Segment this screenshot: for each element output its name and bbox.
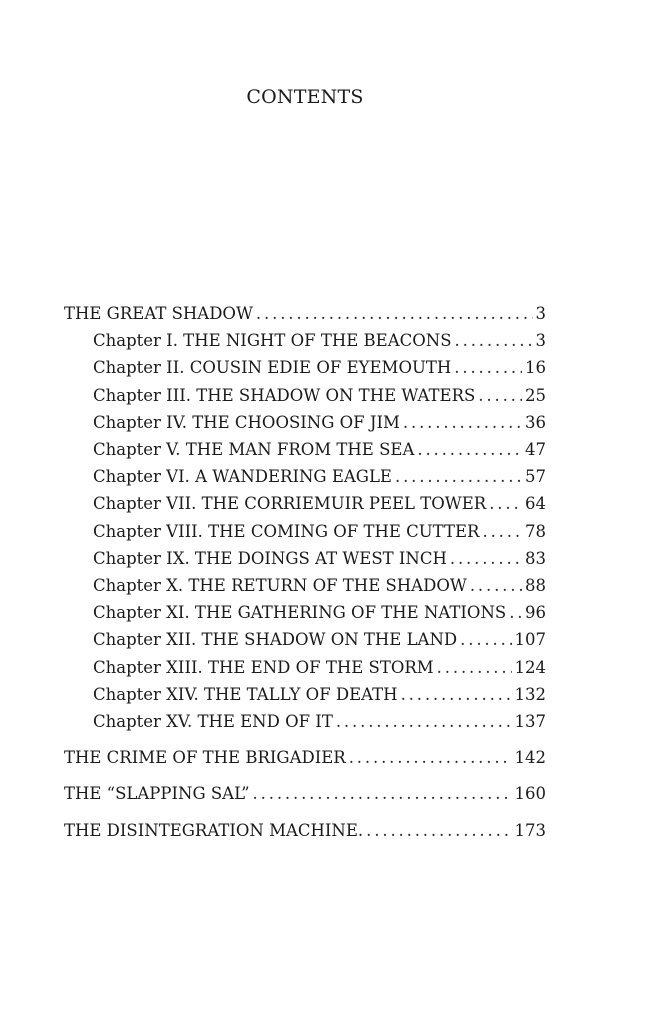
toc-entry-title: Chapter XV. THE END OF IT — [93, 712, 333, 732]
dot-leader — [509, 599, 522, 626]
dot-leader — [349, 744, 512, 771]
toc-entry-title: Chapter IX. THE DOINGS AT WEST INCH — [93, 548, 447, 568]
toc-entry-title: Chapter VI. A WANDERING EAGLE — [93, 467, 392, 487]
toc-chapter-entry — [64, 382, 546, 409]
toc-entry-title: Chapter II. COUSIN EDIE OF EYEMOUTH — [93, 358, 452, 378]
toc-page-number: 88 — [525, 576, 546, 596]
toc-chapter-entry — [64, 654, 546, 681]
toc-page-number: 107 — [514, 630, 546, 650]
toc-chapter-entry — [64, 518, 546, 545]
toc-entry-title: THE “SLAPPING SAL” — [64, 784, 250, 804]
toc-page-number: 3 — [535, 304, 546, 323]
toc-chapter-entry — [64, 354, 546, 381]
toc-entry-title: Chapter XII. THE SHADOW ON THE LAND — [93, 630, 458, 650]
toc-chapter-entry — [64, 490, 546, 517]
dot-leader — [256, 300, 533, 327]
dot-leader — [437, 654, 512, 681]
toc-chapter-entry — [64, 681, 546, 708]
toc-part-entry — [64, 744, 546, 771]
toc-entry-title: Chapter V. THE MAN FROM THE SEA — [93, 440, 415, 460]
toc-part-entry — [64, 300, 546, 327]
dot-leader — [455, 327, 533, 354]
dot-leader — [401, 681, 512, 708]
toc-page-number: 57 — [525, 467, 546, 487]
toc-page-number: 25 — [525, 385, 546, 405]
toc-chapter-entry — [64, 463, 546, 490]
dot-leader — [417, 436, 522, 463]
dot-leader — [395, 463, 522, 490]
toc-entry-title: Chapter I. THE NIGHT OF THE BEACONS — [93, 331, 452, 351]
toc-page-number: 137 — [514, 712, 546, 732]
toc-entry-title: Chapter XIV. THE TALLY OF DEATH — [93, 684, 398, 704]
toc-page-number: 142 — [514, 748, 546, 768]
toc-entry-title: THE DISINTEGRATION MACHINE. — [64, 820, 364, 840]
toc-page-number: 36 — [525, 412, 546, 432]
toc-chapter-entry — [64, 626, 546, 653]
toc-chapter-entry — [64, 409, 546, 436]
toc-page-number: 47 — [525, 440, 546, 460]
toc-entry-title: Chapter VIII. THE COMING OF THE CUTTER — [93, 521, 480, 541]
toc-entry-title: Chapter XI. THE GATHERING OF THE NATIONS — [93, 603, 507, 623]
toc-chapter-entry — [64, 327, 546, 354]
dot-leader — [482, 518, 522, 545]
dot-leader — [336, 708, 512, 735]
toc-chapter-entry — [64, 572, 546, 599]
page-title: CONTENTS — [246, 86, 364, 108]
toc-entry-title: Chapter III. THE SHADOW ON THE WATERS — [93, 385, 476, 405]
toc-chapter-entry — [64, 545, 546, 572]
toc-chapter-entry — [64, 708, 546, 735]
dot-leader — [403, 409, 522, 436]
toc-page-number: 132 — [514, 684, 546, 704]
dot-leader — [366, 817, 511, 844]
table-of-contents — [64, 300, 546, 844]
toc-part-entry — [64, 817, 546, 844]
dot-leader — [489, 490, 522, 517]
dot-leader — [460, 626, 511, 653]
toc-page-number: 160 — [514, 784, 546, 804]
toc-page-number: 78 — [525, 521, 546, 541]
dot-leader — [470, 572, 522, 599]
toc-page-number: 64 — [525, 494, 546, 514]
toc-chapter-entry — [64, 436, 546, 463]
toc-entry-title: Chapter VII. THE CORRIEMUIR PEEL TOWER — [93, 494, 487, 514]
dot-leader — [478, 382, 522, 409]
toc-entry-title: Chapter IV. THE CHOOSING OF JIM — [93, 412, 400, 432]
toc-entry-title: Chapter XIII. THE END OF THE STORM — [93, 657, 434, 677]
toc-part-entry — [64, 780, 546, 807]
toc-page-number: 173 — [514, 820, 546, 840]
toc-entry-title: THE CRIME OF THE BRIGADIER — [64, 748, 346, 768]
dot-leader — [454, 354, 522, 381]
toc-page-number: 124 — [514, 657, 546, 677]
toc-page-number: 3 — [535, 331, 546, 351]
toc-chapter-entry — [64, 599, 546, 626]
dot-leader — [450, 545, 522, 572]
toc-entry-title: THE GREAT SHADOW — [64, 304, 253, 323]
toc-page-number: 83 — [525, 548, 546, 568]
dot-leader — [253, 780, 512, 807]
toc-entry-title: Chapter X. THE RETURN OF THE SHADOW — [93, 576, 467, 596]
toc-page-number: 16 — [525, 358, 546, 378]
toc-page-number: 96 — [525, 603, 546, 623]
